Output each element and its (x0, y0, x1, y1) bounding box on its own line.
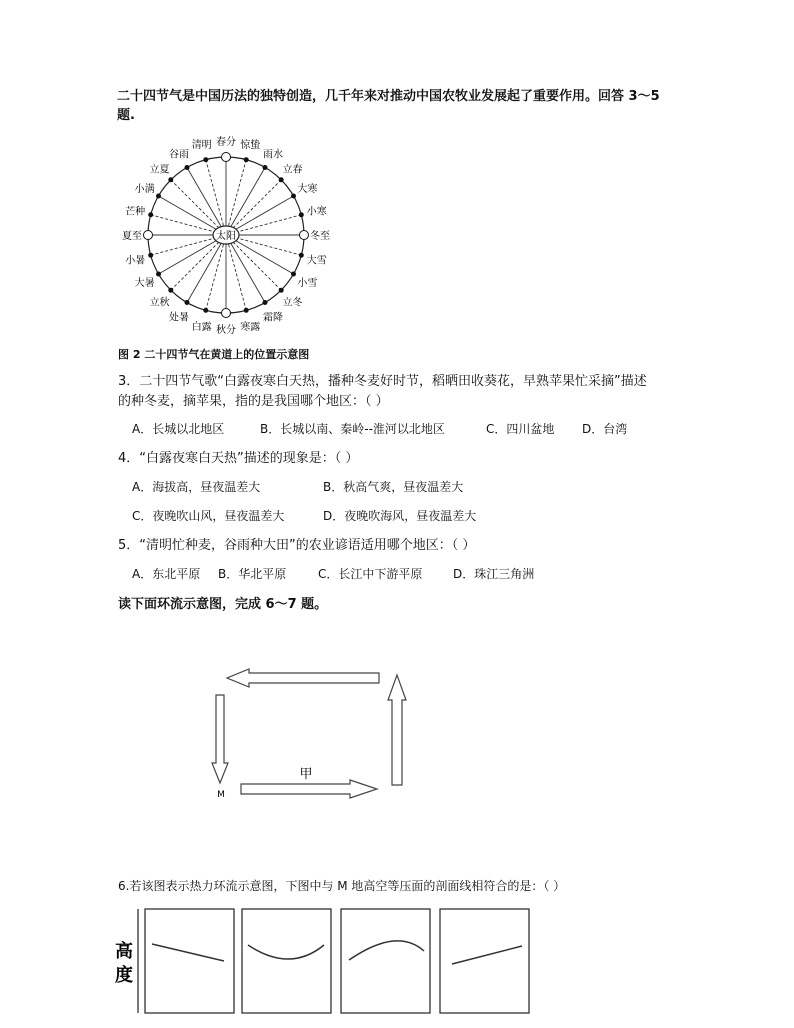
term-label: 霜降 (263, 312, 283, 324)
q5-option-b: B．华北平原 (218, 567, 287, 581)
q5-option-a: A．东北平原 (132, 567, 201, 581)
q3-option-b: B．长城以南、秦岭--淮河以北地区 (260, 422, 445, 436)
term-label: 小寒 (306, 206, 327, 218)
circulation-diagram (205, 665, 415, 805)
intro-line-2: 题. (117, 108, 135, 123)
term-label: 立秋 (149, 297, 170, 309)
term-marker (204, 308, 208, 312)
term-marker (185, 301, 189, 305)
term-marker (279, 288, 283, 292)
term-label: 谷雨 (169, 149, 189, 161)
term-label: 白露 (191, 321, 212, 333)
q4-option-c: C．夜晚吹山风，昼夜温差大 (132, 509, 285, 523)
panel-1 (145, 909, 234, 1013)
q5-option-c: C．长江中下游平原 (318, 567, 423, 581)
major-term-marker (300, 231, 309, 240)
q3-option-a: A．长城以北地区 (132, 422, 225, 436)
term-label: 大寒 (297, 184, 318, 195)
q4-option-b: B．秋高气爽，昼夜温差大 (323, 480, 464, 494)
q3-stem-line-1: 3．二十四节气歌“白露夜寒白天热，播种冬麦好时节，稻晒田收葵花，早熟苹果忙采摘”描述 (118, 374, 647, 389)
term-marker (169, 288, 173, 292)
term-marker (299, 213, 303, 217)
q5-stem: 5．“清明忙种麦，谷雨种大田”的农业谚语适用哪个地区：（ ） (118, 538, 476, 553)
q4-option-a: A．海拔高，昼夜温差大 (132, 480, 261, 494)
term-marker (149, 253, 153, 257)
major-term-marker (222, 153, 231, 162)
term-label: 芒种 (125, 206, 146, 218)
term-marker (263, 166, 267, 170)
term-label: 寒露 (240, 321, 261, 333)
panel-2 (242, 909, 331, 1013)
left-arrow-down (212, 695, 228, 783)
term-marker (244, 158, 248, 162)
term-label: 秋分 (216, 325, 236, 336)
term-marker (169, 178, 173, 182)
panel-3 (341, 909, 430, 1013)
q3-stem-line-2: 的种冬麦，摘苹果，指的是我国哪个地区：（ ） (118, 394, 389, 409)
term-label: 立夏 (149, 164, 170, 176)
term-marker (263, 301, 267, 305)
term-label: 小雪 (297, 278, 318, 289)
q4-stem: 4．“白露夜寒白天热”描述的现象是：（ ） (118, 451, 359, 466)
isobar-panels (112, 905, 537, 1015)
label-jia: 甲 (299, 767, 313, 782)
major-term-marker (222, 309, 231, 318)
term-label: 清明 (191, 140, 212, 152)
radial-line (206, 160, 226, 235)
term-marker (244, 308, 248, 312)
term-label: 夏至 (122, 231, 142, 242)
term-label: 小暑 (125, 255, 146, 267)
term-marker (185, 166, 189, 170)
term-label: 大暑 (134, 278, 155, 289)
figure-caption: 图 2 二十四节气在黄道上的位置示意图 (118, 348, 310, 361)
q5-option-d: D．珠江三角洲 (453, 567, 535, 581)
panel-4 (440, 909, 529, 1013)
label-m: M (217, 790, 225, 800)
radial-line (226, 235, 246, 310)
q6-stem: 6.若该图表示热力环流示意图，下图中与 M 地高空等压面的剖面线相符合的是：（ ） (118, 879, 566, 893)
axis-label-height (115, 940, 133, 962)
term-label: 处暑 (169, 312, 189, 324)
top-arrow-left (227, 669, 379, 687)
term-label: 惊蛰 (240, 140, 261, 152)
q3-option-c: C．四川盆地 (486, 422, 555, 436)
term-marker (292, 194, 296, 198)
term-marker (157, 194, 161, 198)
term-marker (292, 272, 296, 276)
term-label: 春分 (216, 137, 236, 148)
intro-line-1: 二十四节气是中国历法的独特创造，几千年来对推动中国农牧业发展起了重要作用。回答 3～5 (117, 89, 660, 104)
term-label: 雨水 (263, 149, 283, 161)
sun-label: 太阳 (216, 231, 236, 242)
term-marker (149, 213, 153, 217)
term-marker (299, 253, 303, 257)
axis-label-char-2: 度 (115, 965, 133, 986)
right-arrow-up (388, 675, 406, 785)
radial-line (226, 160, 246, 235)
term-label: 立春 (282, 164, 303, 176)
term-marker (157, 272, 161, 276)
term-marker (204, 158, 208, 162)
radial-line (206, 235, 226, 310)
axis-label-char-1: 高 (115, 941, 133, 962)
term-label: 立冬 (282, 297, 303, 309)
term-label: 小满 (134, 184, 155, 195)
solar-terms-diagram (115, 130, 345, 340)
term-marker (279, 178, 283, 182)
circulation-intro: 读下面环流示意图，完成 6～7 题。 (118, 597, 328, 612)
q4-option-d: D．夜晚吹海风，昼夜温差大 (323, 509, 477, 523)
major-term-marker (144, 231, 153, 240)
axis-label-height-2 (115, 964, 133, 986)
q3-option-d: D．台湾 (582, 422, 628, 436)
term-label: 冬至 (310, 231, 330, 242)
bottom-arrow-right (241, 780, 377, 798)
term-label: 大雪 (306, 255, 327, 267)
